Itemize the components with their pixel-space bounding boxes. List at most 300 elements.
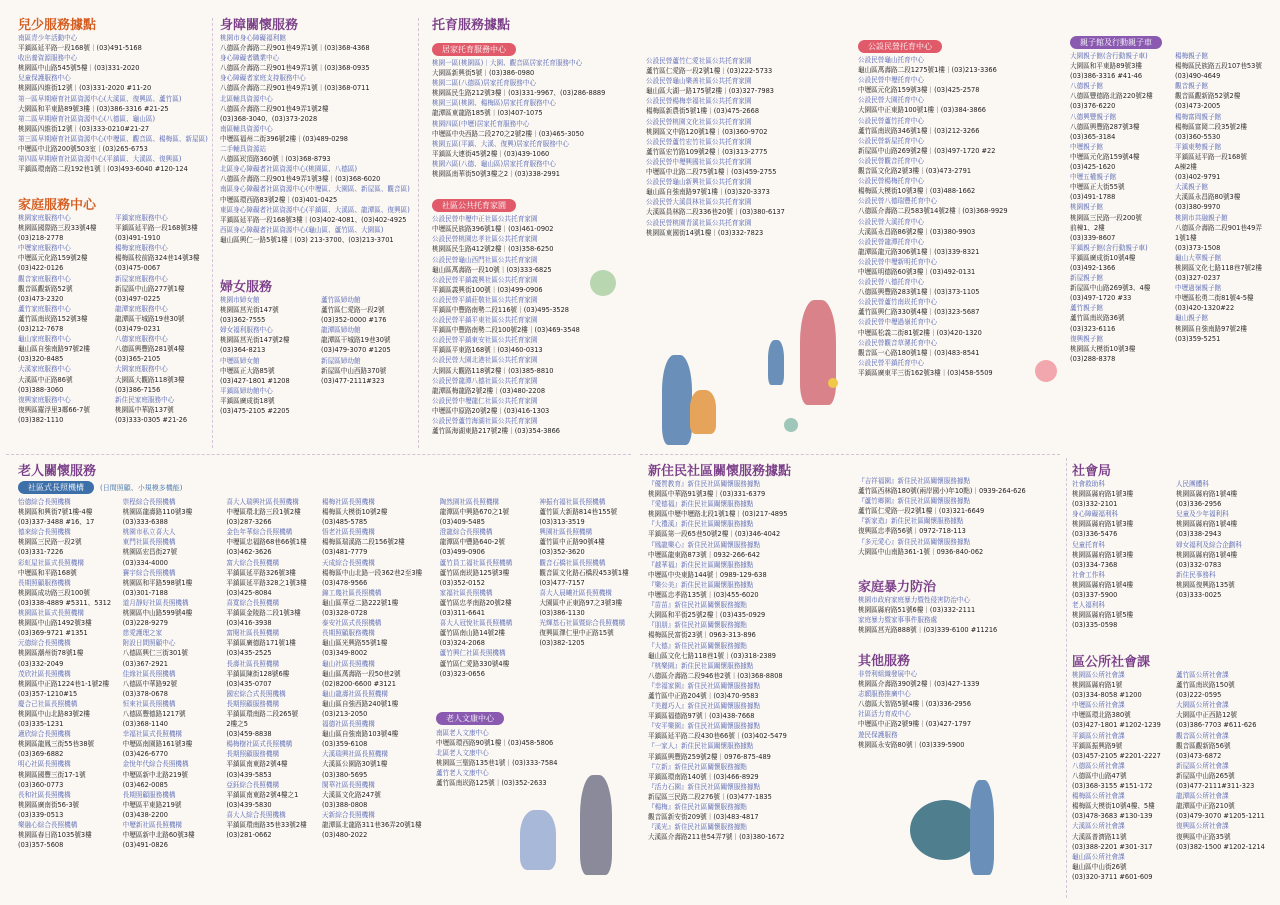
domestic-violence-list — [858, 595, 1063, 635]
entry-detail: 桃園區東國街14號1樓｜(03)332-7823 — [646, 228, 764, 237]
entry-heading: 中壢過嶺親子館 — [1175, 284, 1222, 293]
entry-detail: (03)337-3488 #16、17 — [18, 518, 95, 527]
entry-detail: 蘆竹區仁愛路330號4樓 — [439, 659, 510, 668]
family-illustration — [650, 300, 850, 440]
entry-heading: 婦女福利及綜合企劃科 — [1176, 540, 1242, 549]
entry-detail: 桃園區莒光街147號 — [220, 306, 279, 315]
entry-detail: (03)416-3938 — [226, 619, 272, 628]
entry-heading: 公設民營桃園文化社區公共托育家園 — [646, 117, 752, 126]
entry-detail: 桃園區國際路三段33號4樓 — [18, 224, 97, 233]
entry-heading: 神振有福社區長照機構 — [539, 498, 606, 506]
divider — [1066, 458, 1067, 898]
entry-detail: 桃園區三民路一段2號 — [18, 538, 82, 547]
entry-heading: 楊梅家庭服務中心 — [115, 244, 168, 253]
entry-heading: 幸福社區式長照機構 — [122, 730, 183, 739]
entry-detail: 桃園區大模街10號3樓 — [1070, 344, 1136, 353]
entry-detail: (03)362-7555 — [220, 316, 266, 325]
entry-heading: 『多元愛心』新住民社區關懷服務據點 — [858, 537, 971, 546]
entry-heading: 『安平樂園』新住民社區關懷服務據點 — [648, 722, 761, 731]
entry-heading: 中壢新社區長照機構 — [122, 821, 183, 829]
dot-icon — [828, 378, 838, 388]
entry-detail: 復興區忠孝路56號｜0972-718-113 — [858, 527, 966, 536]
entry-heading: 『活力石園』新住民社區關懷服務據點 — [648, 782, 761, 791]
entry-heading: 復興親子館 — [1070, 334, 1103, 343]
entry-detail: (03)475-0067 — [115, 264, 161, 273]
entry-detail: 桃園區縣府路1號 — [1072, 681, 1123, 690]
women-section — [220, 276, 416, 416]
elder-list-col2 — [123, 497, 223, 850]
entry-detail: 八德區大智路5號4樓｜(03)336-2956 — [858, 700, 972, 709]
children-section — [18, 14, 208, 174]
entry-heading: 『朋朋』新住民社區關懷服務據點 — [648, 621, 747, 630]
entry-heading: 長期照顧服務機構 — [226, 699, 280, 708]
elder-culture-pill: 老人文康中心 — [436, 712, 504, 725]
entry-detail: 中壢區環北路三段1號2樓 — [226, 508, 301, 517]
entry-detail: 龜山區自強南路103號4樓 — [322, 730, 399, 739]
entry-detail: 楊梅區大模街10號3樓｜(03)488-1662 — [858, 187, 976, 196]
entry-detail: (03)491-1910 — [115, 234, 161, 243]
entry-heading: 喜寬綜合長照機構 — [226, 598, 280, 607]
entry-heading: 公設民營蘆竹仁愛社區公共托育家園 — [646, 57, 752, 65]
entry-detail: 八德區介壽路二段946巷2號｜(03)368-8808 — [648, 671, 783, 680]
entry-detail: 龜山區文化七路118巷1號｜(03)318-2389 — [648, 651, 776, 660]
entry-detail: 蘆竹區南崁路125號｜(03)352-2633 — [436, 779, 547, 788]
entry-detail: (03)481-7779 — [322, 548, 368, 557]
entry-detail: 中壢區中正路2號9樓｜(03)427-1797 — [858, 720, 972, 729]
entry-detail: 中壢區中原路20號2樓｜(03)416-1303 — [432, 406, 550, 415]
entry-detail: (03)479-3070 #1205-1211 — [1176, 812, 1265, 821]
entry-detail: 桃園區中正路1224巷1-1號2樓 — [18, 679, 110, 688]
entry-detail: (03)439-5853 — [226, 770, 272, 779]
entry-heading: 喜大人瑞興社區長照機構 — [226, 498, 299, 506]
entry-detail: A棟2樓 — [1175, 163, 1197, 172]
entry-detail: 觀音區觀新路52號 — [18, 284, 73, 293]
public-childcare-pill: 公設民營托育中心 — [858, 40, 942, 53]
entry-detail: 桃園區潮州街78號1樓 — [18, 649, 84, 658]
entry-detail: (03)427-1801 #1202-1239 — [1072, 721, 1161, 730]
entry-detail: 平鎮區金陵路二段1號3樓 — [226, 609, 301, 618]
entry-detail: 中壢區忠孝路135號｜(03)455-6020 — [648, 591, 759, 600]
entry-detail: 龍潭區中興路670之1號 — [439, 508, 510, 517]
entry-heading: 志願服務推廣中心 — [858, 690, 911, 699]
entry-detail: 桃園區中山路1492號3樓 — [18, 619, 92, 628]
entry-detail: 桃園區中山路545號5樓｜(03)331-2020 — [18, 64, 140, 73]
entry-heading: 喜大人綜合長照機構 — [226, 810, 286, 819]
entry-heading: 『一家人』新住民社區關懷服務據點 — [648, 742, 754, 751]
entry-heading: 公設民營新屋托育中心 — [858, 136, 924, 145]
entry-heading: 公設民營平鎮義興社區公共托育家園 — [432, 275, 538, 284]
home-childcare-list — [432, 58, 642, 179]
entry-heading: 第四區早期療育社區資源中心(平鎮區、大溪區、復興區) — [18, 155, 182, 164]
entry-heading: 社會救助科 — [1072, 480, 1105, 488]
entry-detail: 桃園區莒光路888號｜(03)339-6100 #11216 — [858, 626, 998, 635]
entry-detail: 桃園區春日路1035號3樓 — [18, 831, 92, 840]
bureau-section — [1072, 460, 1277, 630]
flower-icon — [1035, 360, 1057, 382]
entry-heading: 長和社區長照機構 — [18, 790, 71, 799]
entry-heading: 家福社區長照機構 — [439, 588, 493, 597]
entry-detail: (03)334-4000 — [122, 558, 168, 567]
district-list-right — [1176, 670, 1276, 882]
entry-heading: 公設民營龍潭八德社區公共托育家園 — [432, 376, 538, 385]
entry-detail: (03)320-3711 #601-609 — [1072, 872, 1153, 881]
stroller-figure — [690, 390, 716, 434]
entry-detail: (03)473-2005 — [1175, 102, 1221, 111]
entry-heading: 公設民營中壢中正社區公共托育家園 — [432, 215, 538, 224]
entry-detail: 蘆竹區中正路204號｜(03)470-9583 — [648, 691, 759, 700]
section-title: 家庭暴力防治 — [858, 580, 937, 595]
entry-detail: (03)477-2111#311-323 — [1176, 782, 1255, 791]
entry-heading: 喜大人冠悅社區長照機構 — [439, 619, 513, 628]
entry-heading: 公設民營八德托育中心 — [858, 278, 924, 287]
entry-detail: (03)339-8607 — [1070, 233, 1116, 242]
entry-detail: (03)459-8838 — [226, 730, 272, 739]
entry-detail: 中壢區平東路219號 — [122, 800, 182, 809]
entry-heading: 『樂公美』新住民社區關懷服務據點 — [648, 580, 754, 589]
entry-detail: 平鎮區環南路二段265號 — [226, 709, 299, 718]
entry-detail: (03)338-2943 — [1176, 530, 1222, 539]
new-residents-section — [648, 460, 858, 842]
entry-detail: 桃園區永安路80號｜(03)339-5900 — [858, 740, 965, 749]
entry-detail: (03)338-4889 #5311、5312 — [18, 598, 112, 607]
entry-detail: 平鎮區延平路一段168號 — [1175, 152, 1247, 161]
entry-detail: 平鎮區廣德路171號1樓 — [226, 639, 296, 648]
entry-detail: 龜山區中山街26號 — [1072, 862, 1127, 871]
entry-heading: 桃園二區(八德區)居家托育服務中心 — [432, 79, 537, 88]
entry-detail: (03)477-7157 — [539, 578, 585, 587]
entry-detail: (03)339-0513 — [18, 810, 64, 819]
entry-heading: 長期照顧服務機構 — [226, 750, 280, 759]
entry-detail: 八德區興豐路283號1樓｜(03)373-1105 — [858, 288, 980, 297]
entry-heading: 楊梅社區長照機構 — [322, 498, 375, 506]
entry-heading: 桃園區社區式長照機構 — [18, 609, 84, 618]
district-offices-section — [1072, 651, 1277, 882]
entry-heading: 龍潭家庭服務中心 — [115, 304, 168, 313]
entry-heading: 佳緣社區長照機構 — [122, 669, 176, 678]
entry-heading: 公設民營大溪托育中心 — [858, 217, 924, 226]
entry-detail: 桃園區縣府路1號4樓 — [1176, 520, 1238, 529]
entry-detail: (03)357-5608 — [18, 841, 64, 850]
entry-detail: (03)352-0000 #176 — [321, 316, 387, 325]
entry-detail: 桃園區中壢中壢路北段1號1樓｜(03)217-4895 — [648, 510, 788, 519]
entry-heading: 身心障礙者家庭支持服務中心 — [220, 74, 306, 83]
entry-detail: 平鎮區廣東平三街162號3樓｜(03)458-5509 — [858, 368, 993, 377]
entry-heading: 『桃樂園』新住民社區關懷服務據點 — [648, 661, 754, 670]
entry-detail: 桃園區和平路598號1樓 — [122, 578, 193, 587]
entry-heading: 平鎮區公所社會課 — [1072, 731, 1125, 740]
entry-heading: 新住民事務科 — [1176, 570, 1216, 579]
entry-detail: 中壢區忠福路68巷66號1樓 — [226, 538, 307, 547]
entry-heading: 錦工幾社區長照機構 — [322, 588, 382, 597]
entry-detail: (03)369-9721 #1351 — [18, 629, 88, 638]
entry-detail: 大園區中山南路361-1號｜0936-840-062 — [858, 547, 984, 556]
entry-heading: 大溪瑞興社區長照機構 — [322, 750, 388, 759]
entry-detail: 大溪區永昌路80號3樓 — [1175, 193, 1241, 202]
entry-detail: 桃園區縣府路1號5樓 — [1072, 611, 1134, 620]
entry-detail: (03)386-3316 #41-46 — [1070, 72, 1143, 81]
entry-heading: 『楊梅』新住民社區關懷服務據點 — [648, 803, 747, 811]
entry-detail: 蘆竹區西林路180號(兩岸國小)年10點)｜0939-264-626 — [858, 487, 1026, 496]
childcare-section — [432, 14, 642, 436]
domestic-violence-section — [858, 576, 1063, 635]
entry-heading: 第三區早期療育社區資源中心(中壢區、觀音區、楊梅區、新屋區) — [18, 134, 208, 143]
entry-detail: 中壢區新中北路219號 — [122, 770, 189, 779]
section-title: 社會局 — [1072, 464, 1112, 479]
entry-heading: 大溪區公所社會課 — [1072, 822, 1125, 831]
entry-heading: 長壽社區長照機構 — [226, 659, 280, 668]
entry-detail: (03)359-6108 — [322, 740, 368, 749]
parent-list-left — [1070, 51, 1171, 364]
entry-detail: 龍潭區干城路19巷30號 — [115, 314, 185, 323]
entry-detail: (03)352-3620 — [539, 548, 585, 557]
entry-detail: (03)332-2049 — [18, 659, 64, 668]
parent-pill: 親子館及行動親子車 — [1070, 36, 1162, 49]
entry-heading: 楊梅親子館 — [1175, 52, 1208, 60]
elder-care-note: (日間照顧、小規模多機能) — [100, 483, 183, 492]
entry-detail: 龍潭區干城路19巷30號 — [321, 336, 391, 345]
entry-heading: 龜山區公所社會課 — [1072, 852, 1125, 861]
divider — [212, 18, 213, 448]
entry-heading: 東門社區長照機構 — [122, 538, 176, 547]
entry-heading: 公設民營中壢龍仁社區公共托育家園 — [432, 396, 538, 405]
entry-heading: 平鎮親子館(含行動親子車) — [1070, 243, 1148, 252]
entry-detail: (03)368-1140 — [122, 720, 168, 729]
entry-heading: 澄龍綜合長照機構 — [439, 528, 493, 537]
entry-heading: 桃園六區(八德、龜山區)居家托育服務中心 — [432, 159, 556, 168]
section-title: 區公所社會課 — [1072, 655, 1151, 670]
entry-heading: 慶合己社區長照機構 — [18, 699, 78, 708]
entry-heading: 『幸福家園』新住民社區關懷服務據點 — [648, 681, 761, 690]
entry-heading: 陶然園社區長照機構 — [439, 498, 500, 506]
entry-detail: 八德區介壽路二段901巷49弄1號｜(03)368-4368 — [220, 44, 370, 53]
entry-detail: 八德區崁頂路360號｜(03)368-8793 — [220, 155, 331, 164]
entry-detail: 中壢區中北路二段75號1樓｜(03)459-2755 — [646, 168, 777, 177]
entry-heading: 老人福利科 — [1072, 601, 1105, 610]
entry-detail: 蘆竹區忠孝南路20號2樓 — [439, 598, 512, 607]
section-title: 新住民社區關懷服務據點 — [648, 464, 792, 479]
entry-heading: 觀音區公所社會課 — [1176, 731, 1229, 740]
entry-detail: 蘆竹區仁愛路一段2號 — [321, 306, 385, 315]
entry-detail: 平鎮區延平路一段168號｜(03)491-5168 — [18, 44, 142, 53]
section-title: 其他服務 — [858, 654, 911, 669]
entry-heading: 公設民營大溪員林社區公共托育家園 — [646, 198, 752, 207]
entry-heading: 非營利組織發展中心 — [858, 670, 918, 678]
entry-detail: 蘆竹區南崁路125號3樓 — [439, 568, 510, 577]
entry-heading: 茂欣社區長照機構 — [18, 669, 71, 678]
entry-heading: 桃園市政府家庭暴力暨性侵害防治中心 — [858, 596, 971, 604]
entry-detail: 桃園區縣府路1號3樓 — [1072, 550, 1134, 559]
entry-detail: 大溪區普濟路11號 — [1072, 832, 1127, 841]
entry-detail: 龜山區光興路55號1樓 — [322, 639, 388, 648]
entry-heading: 『越華福』新住民社區關懷服務據點 — [648, 560, 754, 569]
entry-detail: 復興區中正路35號 — [1176, 832, 1231, 841]
entry-heading: 明心社區長照機構 — [18, 760, 71, 769]
entry-heading: 桃園五區(平鎮、大溪、復興)居家托育服務中心 — [432, 139, 570, 148]
entry-detail: (03)382-1205 — [539, 639, 585, 648]
entry-detail: 楊梅區校前路324巷14號3樓 — [115, 254, 200, 263]
entry-detail: (03)479-0231 — [115, 325, 161, 334]
entry-detail: (03)382-1500 #1202-1214 — [1176, 842, 1265, 851]
entry-heading: 蘆竹興仁社區長照機構 — [439, 649, 506, 658]
entry-detail: 八德區興仁三街301號 — [122, 649, 189, 658]
entry-heading: 身心障礙福利科 — [1072, 510, 1119, 519]
entry-detail: 中壢區松勇二街81號4-5樓 — [1175, 294, 1254, 303]
entry-detail: (03)420-1320#22 — [1175, 304, 1235, 313]
entry-detail: 桃園區介壽路390號2樓｜(03)427-1339 — [858, 680, 980, 689]
entry-detail: (03)422-0126 — [18, 264, 64, 273]
entry-detail: (03)462-0085 — [122, 780, 168, 789]
entry-detail: 觀音區觀新路56號 — [1176, 741, 1231, 750]
entry-heading: 北區老人文康中心 — [436, 749, 489, 758]
entry-heading: 社會工作科 — [1072, 570, 1105, 579]
entry-detail: (03)364-8213 — [220, 346, 266, 355]
entry-detail: (03)439-5830 — [226, 800, 272, 809]
entry-detail: 桃園區國豐三街17-1號 — [18, 770, 86, 779]
entry-detail: (03)336-2956 — [1176, 500, 1222, 509]
entry-detail: (03)457-2105 #2201-2227 — [1072, 751, 1161, 760]
entry-heading: 『吉祥福園』新住民社區關懷服務據點 — [858, 477, 971, 485]
entry-detail: 楊梅區大模街10號2樓 — [322, 508, 388, 517]
entry-heading: 公設民營觀音托育中心 — [858, 156, 924, 165]
entry-detail: (03)327-0237 — [1175, 274, 1221, 283]
entry-heading: 大園家庭服務中心 — [115, 365, 168, 374]
entry-detail: 前棟1、2樓 — [1070, 223, 1105, 232]
entry-detail: 新屋區三民路二段276號｜(03)477-1835 — [648, 792, 772, 801]
entry-detail: 中壢區新中北路60號3樓 — [122, 831, 195, 840]
entry-heading: 長期照顧服務機構 — [122, 790, 176, 799]
entry-detail: 桃園區縣府路1號4樓 — [1072, 580, 1134, 589]
entry-heading: 長期照顧服務機構 — [322, 629, 375, 638]
entry-heading: 公設民營八德瑞豐托育中心 — [858, 197, 938, 206]
other-services-section — [858, 650, 1063, 750]
entry-detail: 新屋區中山路265號 — [1176, 771, 1235, 780]
entry-detail: 楊梅區大模街10號4樓、5樓 — [1072, 802, 1155, 811]
entry-detail: 大溪區永昌路86號2樓｜(03)380-9903 — [858, 227, 976, 236]
entry-heading: 桃園四區(中壢)居家托育服務中心 — [432, 119, 530, 128]
entry-detail: (03)386-7156 — [115, 385, 161, 394]
entry-detail: 八德區介壽路二段901巷49弄1號｜(03)368-0711 — [220, 84, 370, 93]
entry-detail: 桃園區和興街7號1樓-4樓 — [18, 508, 93, 517]
section-title: 婦女服務 — [220, 280, 273, 295]
entry-heading: 觀音親子館 — [1175, 82, 1208, 91]
entry-detail: (03)479-3070 #1205 — [321, 346, 391, 355]
entry-heading: 二手輔具資源站 — [220, 145, 267, 154]
entry-heading: 公設民營桃園青溪社區公共托育家園 — [646, 218, 752, 227]
entry-detail: 中壢區民族路396號1樓｜(03)461-0902 — [432, 225, 554, 234]
entry-detail: (03)349-8002 — [322, 649, 368, 658]
entry-heading: 龜山大華親子館 — [1175, 253, 1222, 262]
entry-detail: 桃園區縣府路1號4樓 — [1176, 550, 1238, 559]
entry-detail: 中壢區中央東路144號｜0989-129-638 — [648, 570, 767, 579]
entry-heading: 國宏綜合式長照機構 — [226, 689, 286, 698]
entry-detail: 平鎮區延平路一段168號3樓｜(03)402-4081、(03)402-4925 — [220, 215, 407, 224]
entry-heading: 公設民營觀音草漯托育中心 — [858, 338, 938, 347]
entry-detail: 中壢區中北路200號503室｜(03)265-6753 — [18, 145, 148, 154]
entry-heading: 桃園區公所社會課 — [1072, 671, 1125, 679]
entry-heading: 公設民營龜山西門社區公共托育家園 — [432, 255, 538, 264]
entry-detail: (03)357-1210#15 — [18, 689, 78, 698]
entry-detail: 龜山區興仁一路5號1樓｜(03) 213-3700、(03)213-3701 — [220, 235, 394, 244]
section-title: 身障關懷服務 — [220, 18, 299, 33]
entry-detail: (03)334-7368 — [1072, 560, 1118, 569]
entry-heading: 公設民營蘆竹托育中心 — [858, 116, 924, 125]
entry-detail: 桃園區民生路212號3樓｜(03)331-9967、(03)286-8889 — [432, 89, 606, 98]
entry-detail: (03)365-3184 — [1070, 132, 1116, 141]
entry-detail: 龍潭區中豐路640-2號 — [439, 538, 505, 547]
disability-section — [220, 14, 416, 245]
entry-heading: 福德社區長照機構 — [322, 720, 375, 729]
entry-detail: 中壢區松義二街81號2樓｜(03)420-1320 — [858, 328, 982, 337]
entry-detail: 平鎮區中豐路南勢二段100號2樓｜(03)469-3548 — [432, 326, 580, 335]
entry-heading: 蘆竹親子館 — [1070, 304, 1103, 313]
entry-heading: 公設民營中壢托育中心 — [858, 76, 924, 85]
entry-detail: 桃園區三聖路135巷1號｜(03)333-7584 — [436, 759, 558, 768]
entry-detail: 平鎮區延平路328之1號3樓 — [226, 578, 307, 587]
entry-heading: 復興區公所社會課 — [1176, 822, 1229, 831]
entry-heading: 平鎮家庭服務中心 — [115, 214, 168, 222]
entry-heading: 賽宇綜合長照機構 — [122, 568, 176, 577]
entry-detail: 中壢區元化路159號3樓｜(03)425-2578 — [858, 86, 980, 95]
entry-detail: (03)334-8058 #1200 — [1072, 691, 1142, 700]
entry-heading: 龜山社區長照機構 — [322, 659, 375, 668]
bureau-list-right — [1176, 479, 1276, 630]
entry-detail: 平鎮區延平路一段168號3樓 — [115, 224, 198, 233]
entry-heading: 怡德綜合長照機構 — [18, 498, 71, 506]
entry-heading: 八德興豐親子館 — [1070, 112, 1117, 121]
entry-heading: 悟老社區長照機構 — [322, 528, 375, 537]
divider — [418, 18, 419, 448]
section-title: 老人關懷服務 — [18, 464, 97, 479]
entry-heading: 『新家造』新住民社區關懷服務據點 — [858, 517, 964, 526]
entry-heading: 中壢家庭服務中心 — [18, 244, 71, 253]
elder-list-col3 — [226, 497, 318, 850]
entry-detail: 龜山區萬壽路一段50巷2號 — [322, 669, 401, 678]
entry-detail: 桃園區中山路599號4樓 — [122, 609, 193, 618]
entry-detail: 大園區中正東路100號1樓｜(03)384-3866 — [858, 106, 986, 115]
entry-heading: 八德區公所社會課 — [1072, 761, 1125, 770]
entry-heading: 楊梅富岡親子館 — [1175, 112, 1222, 121]
community-childcare-list-2 — [646, 56, 846, 238]
entry-detail: 平鎮區廣成街10號4樓 — [1070, 253, 1136, 262]
entry-detail: 觀音區一心路180號1樓｜(03)483-8541 — [858, 348, 980, 357]
entry-detail: 中壢區明德路60號3樓｜(03)492-0131 — [858, 267, 976, 276]
entry-heading: 八德親子館 — [1070, 82, 1103, 91]
entry-detail: (03)333-0025 — [1176, 591, 1222, 600]
entry-heading: 喜大人晨曦社區長照機構 — [539, 588, 612, 597]
entry-detail: 桃園區民生路412號2樓｜(03)358-6250 — [432, 245, 554, 254]
entry-detail: 蘆竹區仁愛路一段2號1樓｜(03)321-6649 — [858, 507, 985, 516]
new-residents-list-2 — [858, 476, 1063, 557]
entry-detail: 龍潭區中正路210號 — [1176, 802, 1235, 811]
entry-detail: 平鎮區陳街128號6樓 — [226, 669, 290, 678]
entry-heading: 崇程綜合長照機構 — [122, 498, 176, 506]
elder-wheelchair-figure — [520, 810, 556, 870]
entry-heading: 北區身心障礙者社區資源中心(桃園區、八德區) — [220, 165, 358, 174]
community-childcare-section-2 — [646, 56, 846, 238]
section-title: 托育服務據點 — [432, 18, 511, 33]
entry-heading: 大園區公所社會課 — [1176, 701, 1229, 710]
entry-detail: (03)376-6220 — [1070, 102, 1116, 111]
entry-detail: (03)368-3155 #151-172 — [1072, 782, 1153, 791]
entry-heading: 公設民營龜山新興社區公共托育家園 — [646, 178, 752, 187]
entry-detail: (03)402-9791 — [1175, 173, 1221, 182]
entry-detail: (03)328-0728 — [322, 609, 368, 618]
entry-detail: 平鎮區環南路二段192巷1號｜(03)493-6040 #120-124 — [18, 165, 188, 174]
parent-section — [1070, 30, 1275, 364]
entry-heading: 公設民營大園北港社區公共托育家園 — [432, 356, 538, 365]
entry-heading: 人民團體科 — [1176, 480, 1209, 488]
entry-detail: 八德區介壽路二段583號14號2樓｜(03)368-9929 — [858, 207, 1008, 216]
